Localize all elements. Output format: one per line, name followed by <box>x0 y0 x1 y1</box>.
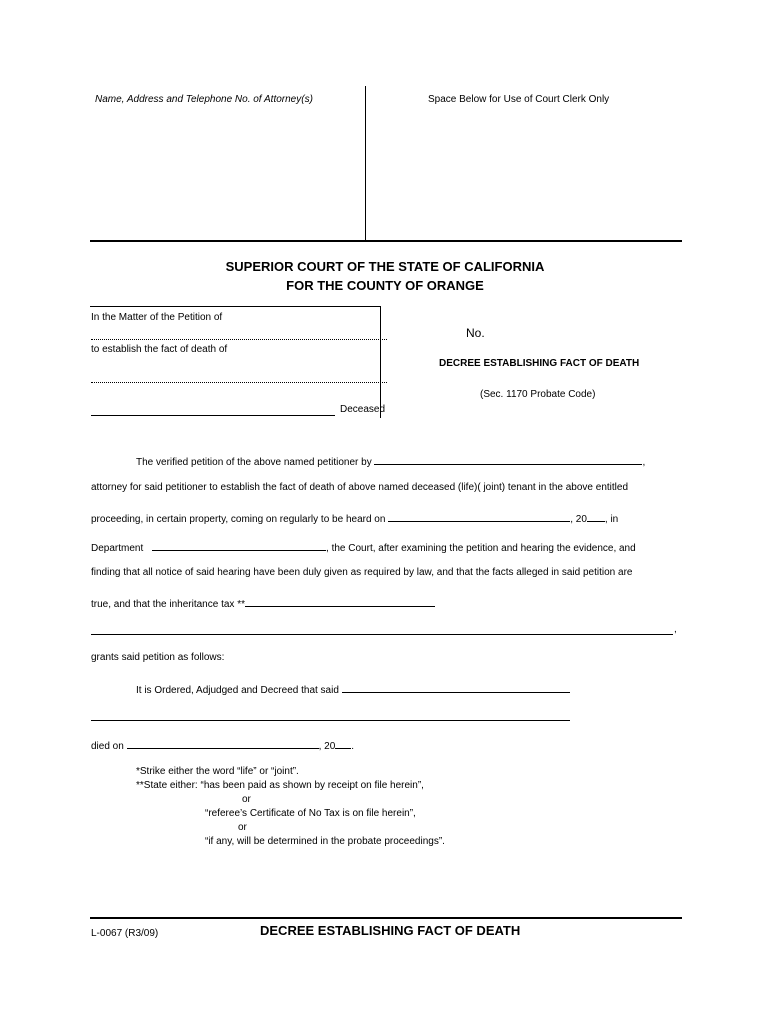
note-or-2: or <box>238 822 247 833</box>
ordered-text <box>136 681 570 696</box>
comma: , <box>642 457 646 468</box>
note-state-either: **State either: “has been paid as shown by receipt on file herein”, <box>136 780 424 791</box>
grants-text: grants said petition as follows: <box>91 652 225 663</box>
clerk-use-label: Space Below for Use of Court Clerk Only <box>428 94 610 105</box>
period: . <box>351 741 355 752</box>
attorney-info-label: Name, Address and Telephone No. of Attorney(s) <box>95 94 313 105</box>
footer-rule <box>90 917 682 919</box>
department-label: Department <box>91 543 144 554</box>
hearing-lead: proceeding, in certain property, coming on regularly to be heard on <box>91 514 386 525</box>
hearing-text <box>91 510 618 525</box>
petition-lead: The verified petition of the above named petitioner by <box>136 457 372 468</box>
deceased-line[interactable] <box>91 415 335 416</box>
probate-code-ref: (Sec. 1170 Probate Code) <box>480 389 596 400</box>
note-referee: “referee’s Certificate of No Tax is on file herein”, <box>205 808 416 819</box>
death-year-blank[interactable] <box>335 737 351 749</box>
finding-text: finding that all notice of said hearing have been duly given as required by law, and that the facts alleged in said petition are <box>91 567 633 578</box>
county-name: FOR THE COUNTY OF ORANGE <box>286 278 484 293</box>
note-strike: *Strike either the word “life” or “joint”. <box>136 766 299 777</box>
header-divider-horizontal <box>90 240 682 242</box>
department-text <box>91 539 636 554</box>
case-number-label: No. <box>466 326 485 340</box>
hearing-date-blank[interactable] <box>388 510 570 522</box>
hearing-year-blank[interactable] <box>587 510 605 522</box>
tax-continuation-line[interactable] <box>91 634 673 635</box>
in-text: , in <box>604 514 619 525</box>
petitioner-name-line[interactable] <box>91 339 387 340</box>
establish-label: to establish the fact of death of <box>91 344 228 355</box>
died-on-text <box>91 737 354 752</box>
court-name: SUPERIOR COURT OF THE STATE OF CALIFORNIA <box>225 259 545 274</box>
year-prefix: , 20 <box>570 514 587 525</box>
header-divider-vertical <box>365 86 366 240</box>
deceased-label: Deceased <box>340 404 386 415</box>
tax-blank[interactable] <box>245 595 435 607</box>
court-examining-text: , the Court, after examining the petition and hearing the evidence, and <box>326 543 636 554</box>
form-number: L-0067 (R3/09) <box>91 928 159 939</box>
tax-lead: true, and that the inheritance tax ** <box>91 599 245 610</box>
tax-text <box>91 595 435 610</box>
decedent-name-line[interactable] <box>91 382 387 383</box>
attorney-text: attorney for said petitioner to establish the fact of death of above named deceased (life)( joint) tenant in the above entitled <box>91 482 629 493</box>
petitioner-blank[interactable] <box>374 453 642 465</box>
comma: , <box>674 624 677 635</box>
ordered-lead: It is Ordered, Adjudged and Decreed that said <box>136 685 339 696</box>
footer-title: DECREE ESTABLISHING FACT OF DEATH <box>260 923 521 938</box>
petition-text <box>136 453 645 468</box>
note-probate: “if any, will be determined in the probate proceedings”. <box>205 836 445 847</box>
year-prefix: , 20 <box>318 741 336 752</box>
department-blank[interactable] <box>152 539 326 551</box>
note-or-1: or <box>242 794 251 805</box>
ordered-blank[interactable] <box>342 681 570 693</box>
died-on-label: died on <box>91 741 124 752</box>
ordered-continuation-line[interactable] <box>91 720 570 721</box>
decree-title: DECREE ESTABLISHING FACT OF DEATH <box>439 358 640 369</box>
death-date-blank[interactable] <box>127 737 319 749</box>
caption-divider <box>380 306 381 418</box>
matter-label: In the Matter of the Petition of <box>91 312 223 323</box>
caption-top-line <box>90 306 380 307</box>
